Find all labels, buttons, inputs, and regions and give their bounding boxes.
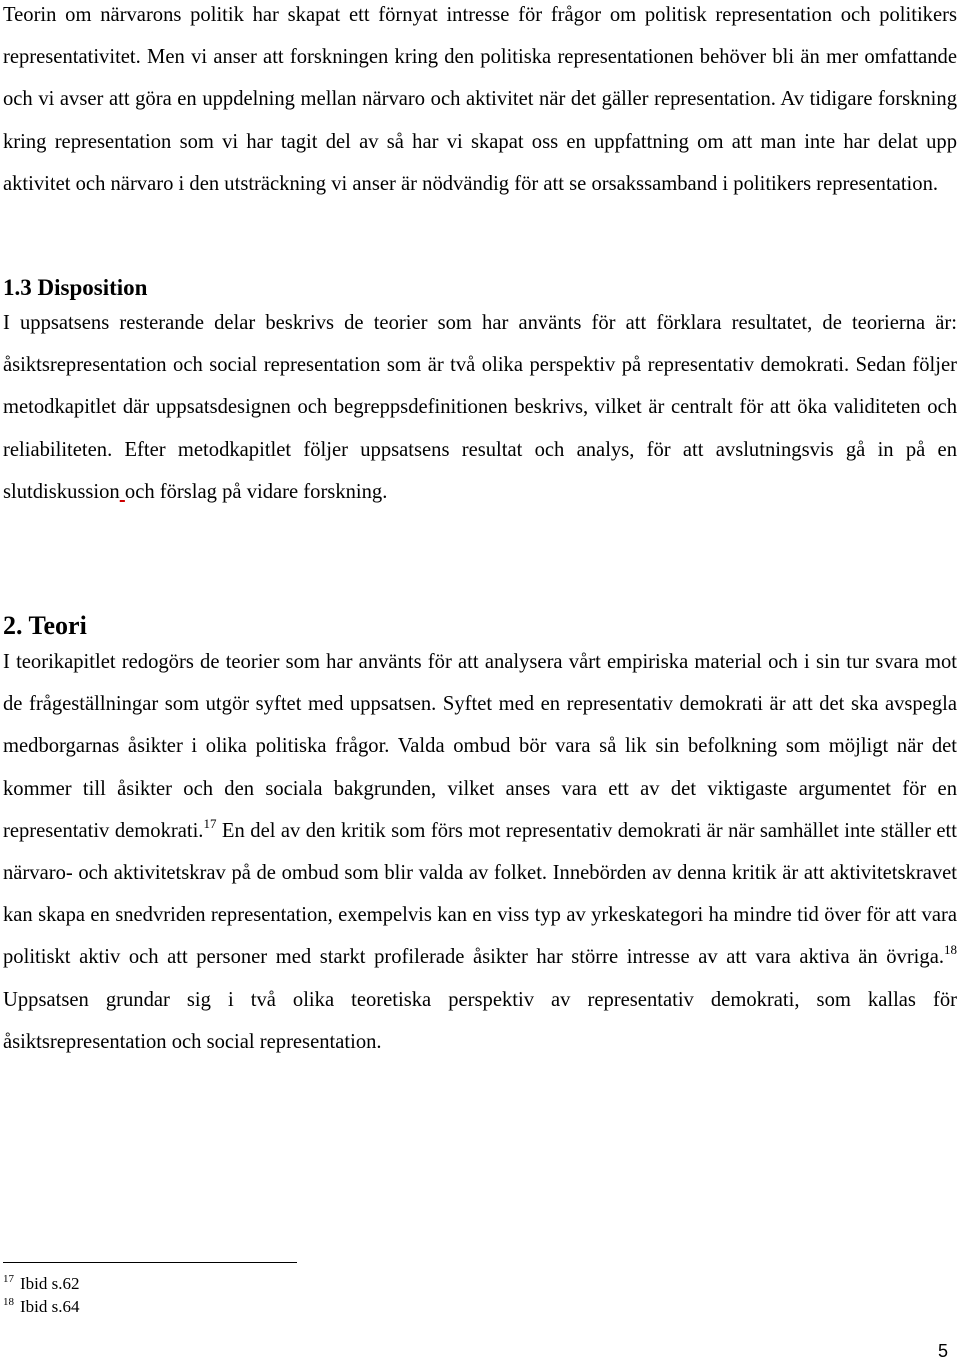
footnote [3,1298,80,1315]
section-heading-disposition: 1.3 Disposition [3,275,148,300]
disposition-paragraph [3,302,957,513]
footnote-text: Ibid s.62 [20,1274,80,1293]
footnote-reference[interactable]: 17 [203,815,217,831]
teori-text-2: En del av den kritik som förs mot representativ demokrati är när samhället inte ställer ett närvaro- och aktivitetskrav på de ombud som blir valda av folket. Innebörden av denna kritik är att aktivitetskravet kan skapa en snedvriden representation, exempelvis kan en viss typ av yrkeskategori ha mindre tid över för att vara politiskt aktiv och att personer med starkt profilerade åsikter har större intresse av att vara aktiva än övriga. [3,819,957,969]
intro-paragraph: Teorin om närvarons politik har skapat ett förnyat intresse för frågor om politisk representation och politikers representativitet. Men vi anser att forskningen kring den politiska representationen behöver bli än mer omfattande och vi avser att göra en uppdelning mellan närvaro och aktivitet när det gäller representation. Av tidigare forskning kring representation som vi har tagit del av så har vi skapat oss en uppfattning om att man inte har delat upp aktivitet och närvaro i den utsträckning vi anser är nödvändig för att se orsakssamband i politikers representation. [3,4,957,195]
disposition-text: I uppsatsens resterande delar beskrivs de teorier som har använts för att förklara resultatet, de teorierna är: åsiktsrepresentation och social representation som är två olika perspektiv på representativ demokrati. Sedan följer metodkapitlet där uppsatsdesignen och begreppsdefinitionen beskrivs, vilket är centralt för att öka validiteten och reliabiliteten. Efter metodkapitlet följer uppsatsens resultat och analys, för att avslutningsvis gå in på en slutdiskussion [3,312,957,503]
footnote-reference[interactable]: 18 [944,942,957,958]
footnote-separator [3,1262,297,1263]
section-heading-teori: 2. Teori [3,611,87,640]
footnote [3,1275,80,1292]
teori-text-1: I teorikapitlet redogörs de teorier som har använts för att analysera vårt empiriska material och i sin tur svara mot de frågeställningar som utgör syftet med uppsatsen. Syftet med en representativ demokrati är att det ska avspegla medborgarnas åsikter i olika politiska frågor. Valda ombud bör vara så lik sin befolkning som möjligt när det kommer till åsikter och den sociala bakgrunden, vilket anses vara ett av det viktigaste argumentet för en representativ demokrati. [3,651,957,842]
teori-paragraph [3,641,957,1063]
footnote-number: 17 [3,1273,14,1285]
disposition-text-end: och förslag på vidare forskning. [124,480,388,503]
footnote-text: Ibid s.64 [20,1297,80,1316]
teori-text-3: Uppsatsen grundar sig i två olika teoretiska perspektiv av representativ demokrati, som kallas för åsiktsrepresentation och social representation. [3,988,957,1053]
footnote-number: 18 [3,1296,14,1308]
page-number: 5 [938,1341,949,1361]
